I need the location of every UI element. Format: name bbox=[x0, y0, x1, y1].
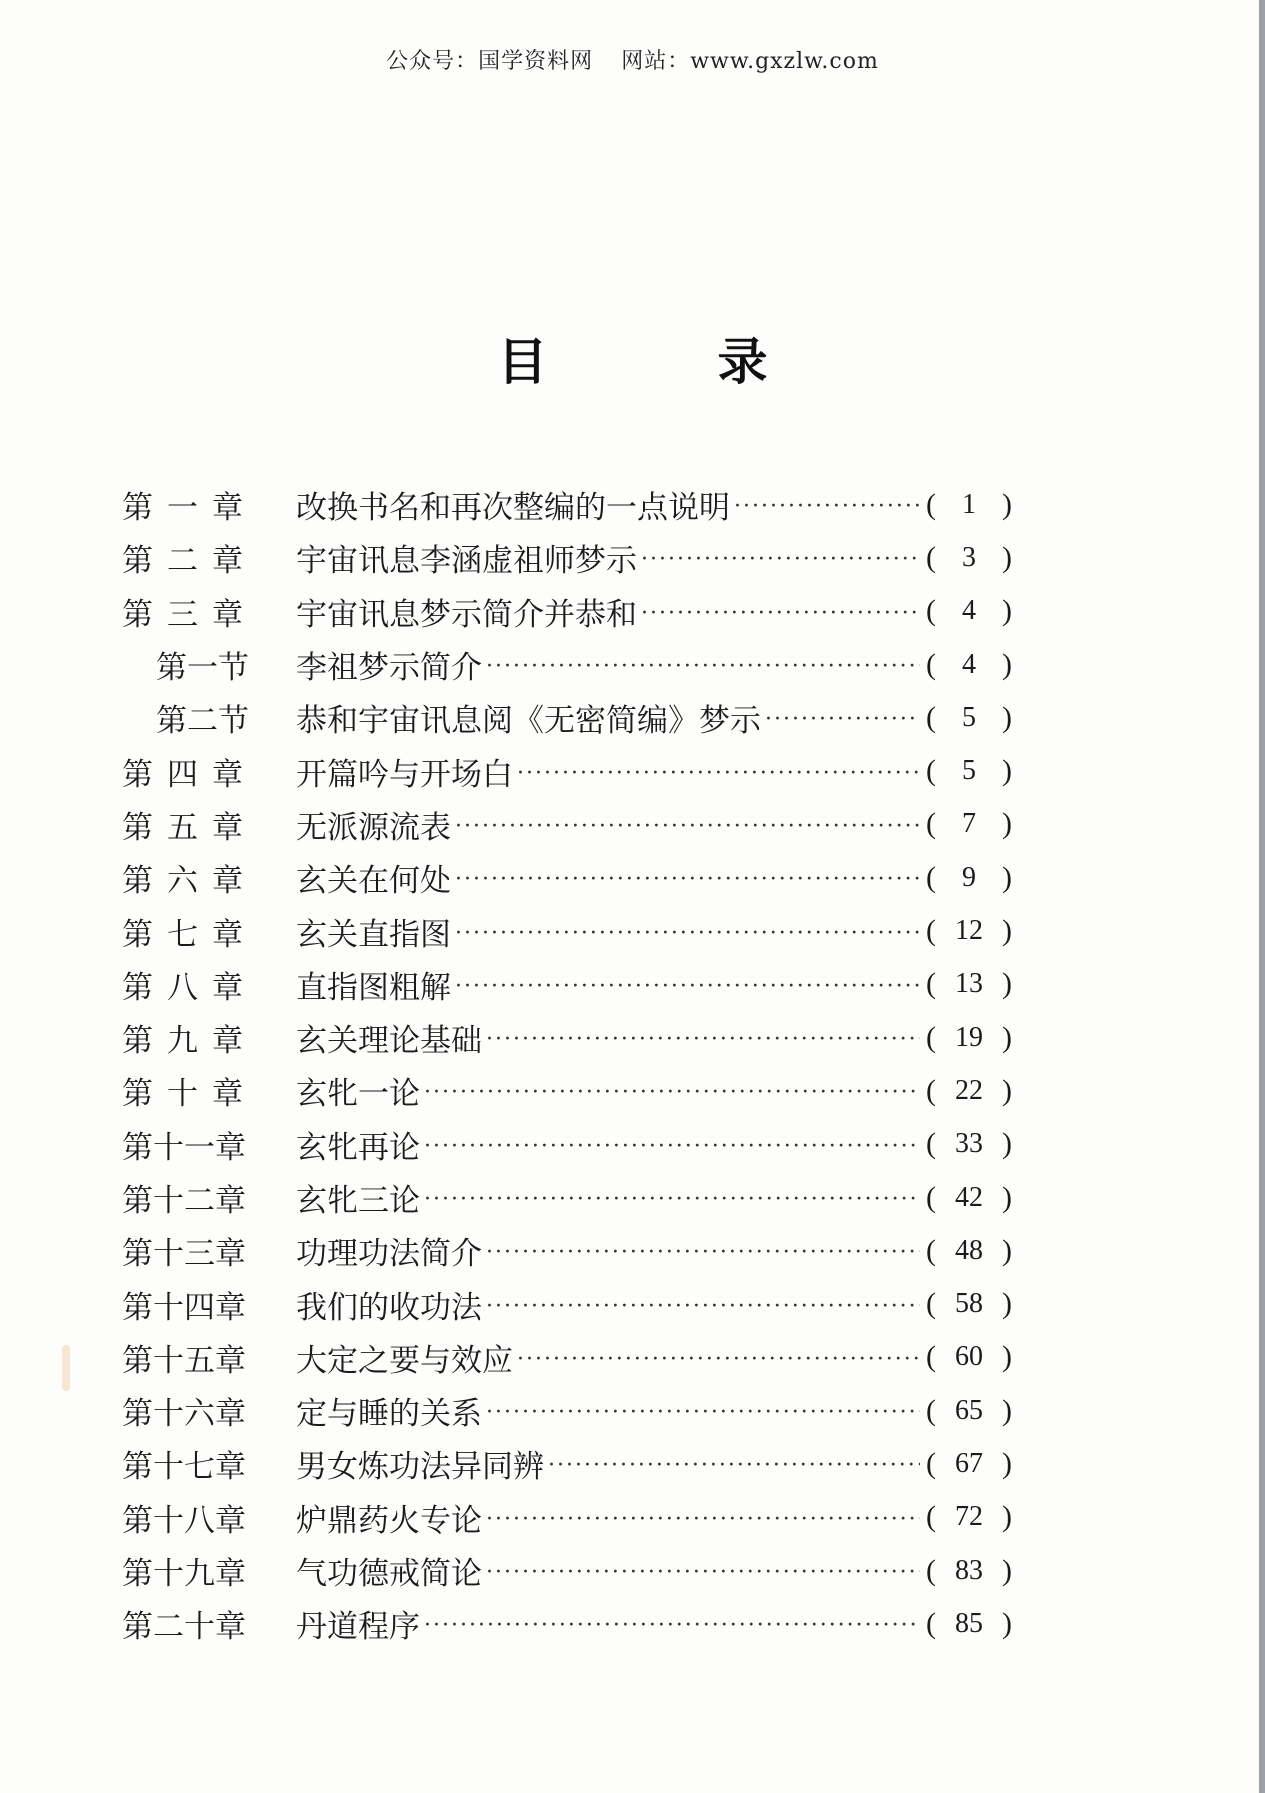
open-paren: ( bbox=[926, 1233, 936, 1267]
toc-entry-page-number: 72 bbox=[955, 1501, 983, 1533]
toc-entry-page-number: 9 bbox=[962, 861, 976, 893]
close-paren: ) bbox=[1002, 1393, 1012, 1427]
toc-entry-page-number: 65 bbox=[955, 1394, 983, 1426]
toc-entry-page-number: 5 bbox=[962, 701, 976, 733]
toc-entry-label: 第一章 bbox=[122, 490, 257, 527]
open-paren: ( bbox=[926, 1446, 936, 1480]
toc-leader-dots bbox=[517, 761, 920, 786]
toc-entry-page bbox=[926, 1340, 1012, 1374]
close-paren: ) bbox=[1002, 1180, 1012, 1214]
toc-entry-page bbox=[926, 1554, 1012, 1588]
title-char-2: 录 bbox=[717, 332, 768, 391]
toc-entry-title: 无派源流表 bbox=[296, 809, 451, 846]
toc-entry-title: 玄关在何处 bbox=[296, 863, 451, 900]
toc-entry-title: 直指图粗解 bbox=[296, 969, 451, 1006]
toc-entry-label: 第三章 bbox=[122, 596, 257, 633]
toc-entry-page bbox=[926, 541, 1012, 575]
open-paren: ( bbox=[926, 860, 936, 894]
toc-leader-dots bbox=[641, 601, 920, 626]
toc-entry bbox=[122, 531, 1012, 584]
close-paren: ) bbox=[1002, 1606, 1012, 1640]
toc-entry-page-number: 33 bbox=[955, 1128, 983, 1160]
toc-entry-label: 第十二章 bbox=[122, 1183, 246, 1219]
toc-entry bbox=[122, 851, 1012, 904]
toc-entry-page bbox=[926, 914, 1012, 948]
toc-leader-dots bbox=[455, 867, 920, 892]
toc-entry bbox=[122, 904, 1012, 957]
toc-leader-dots bbox=[765, 707, 920, 732]
close-paren: ) bbox=[1002, 914, 1012, 948]
open-paren: ( bbox=[926, 700, 936, 734]
toc-leader-dots bbox=[455, 974, 920, 999]
toc-entry-page-number: 42 bbox=[955, 1181, 983, 1213]
close-paren: ) bbox=[1002, 1020, 1012, 1054]
toc-entry-title: 改换书名和再次整编的一点说明 bbox=[296, 490, 730, 527]
toc-entry bbox=[122, 585, 1012, 638]
close-paren: ) bbox=[1002, 700, 1012, 734]
toc-entry-label: 第十三章 bbox=[122, 1236, 246, 1273]
close-paren: ) bbox=[1002, 1287, 1012, 1321]
table-of-contents bbox=[122, 478, 1012, 1651]
page-header bbox=[0, 44, 1265, 75]
toc-entry-page bbox=[926, 754, 1012, 788]
toc-entry-page bbox=[926, 1394, 1012, 1428]
toc-entry-label: 第九章 bbox=[122, 1023, 257, 1060]
toc-entry-label: 第十五章 bbox=[122, 1342, 246, 1379]
toc-leader-dots bbox=[548, 1453, 920, 1478]
toc-entry-page bbox=[926, 594, 1012, 628]
close-paren: ) bbox=[1002, 487, 1012, 521]
toc-entry-page bbox=[926, 1607, 1012, 1641]
toc-entry-page bbox=[926, 1021, 1012, 1055]
close-paren: ) bbox=[1002, 1553, 1012, 1587]
open-paren: ( bbox=[926, 647, 936, 681]
toc-entry bbox=[122, 1544, 1012, 1597]
open-paren: ( bbox=[926, 594, 936, 628]
close-paren: ) bbox=[1002, 967, 1012, 1001]
toc-entry-page-number: 5 bbox=[962, 755, 976, 787]
toc-entry-title: 宇宙讯息梦示简介并恭和 bbox=[296, 596, 637, 633]
open-paren: ( bbox=[926, 1073, 936, 1107]
open-paren: ( bbox=[926, 1340, 936, 1374]
toc-entry-page-number: 4 bbox=[962, 595, 976, 627]
toc-entry bbox=[122, 1597, 1012, 1650]
close-paren: ) bbox=[1002, 1073, 1012, 1107]
open-paren: ( bbox=[926, 1180, 936, 1214]
toc-entry-label: 第五章 bbox=[122, 809, 257, 846]
toc-entry-page bbox=[926, 967, 1012, 1001]
close-paren: ) bbox=[1002, 1340, 1012, 1374]
toc-entry-page bbox=[926, 648, 1012, 682]
toc-entry-page-number: 19 bbox=[955, 1021, 983, 1053]
toc-entry-label: 第十四章 bbox=[122, 1289, 246, 1326]
toc-entry bbox=[122, 478, 1012, 531]
toc-entry-page bbox=[926, 701, 1012, 735]
toc-entry bbox=[122, 1118, 1012, 1171]
toc-entry-page-number: 48 bbox=[955, 1234, 983, 1266]
toc-entry-page-number: 12 bbox=[955, 915, 983, 947]
toc-entry-page-number: 3 bbox=[962, 541, 976, 573]
toc-entry-page bbox=[926, 807, 1012, 841]
toc-entry-page-number: 83 bbox=[955, 1554, 983, 1586]
toc-entry-title: 丹道程序 bbox=[296, 1609, 420, 1646]
toc-leader-dots bbox=[486, 1507, 920, 1532]
close-paren: ) bbox=[1002, 1500, 1012, 1534]
toc-entry-label: 第十章 bbox=[122, 1076, 257, 1113]
close-paren: ) bbox=[1002, 540, 1012, 574]
toc-entry-page bbox=[926, 1181, 1012, 1215]
toc-leader-dots bbox=[517, 1347, 920, 1372]
toc-leader-dots bbox=[486, 1400, 920, 1425]
toc-entry-title: 玄牝一论 bbox=[296, 1076, 420, 1113]
close-paren: ) bbox=[1002, 807, 1012, 841]
open-paren: ( bbox=[926, 807, 936, 841]
close-paren: ) bbox=[1002, 647, 1012, 681]
toc-entry-title: 大定之要与效应 bbox=[296, 1342, 513, 1379]
open-paren: ( bbox=[926, 540, 936, 574]
toc-leader-dots bbox=[641, 547, 920, 572]
close-paren: ) bbox=[1002, 754, 1012, 788]
toc-entry-title: 玄牝三论 bbox=[296, 1183, 420, 1219]
toc-entry bbox=[122, 744, 1012, 797]
toc-leader-dots bbox=[486, 654, 920, 679]
header-wechat: 公众号：国学资料网 bbox=[386, 49, 594, 74]
toc-entry-page-number: 67 bbox=[955, 1447, 983, 1479]
toc-entry bbox=[122, 1331, 1012, 1384]
open-paren: ( bbox=[926, 914, 936, 948]
title-char-1: 目 bbox=[497, 332, 548, 391]
page-title bbox=[0, 322, 1265, 394]
open-paren: ( bbox=[926, 1553, 936, 1587]
toc-entry-title: 男女炼功法异同辨 bbox=[296, 1449, 544, 1486]
toc-leader-dots bbox=[455, 921, 920, 946]
toc-entry-title: 玄牝再论 bbox=[296, 1129, 420, 1166]
toc-entry-label: 第七章 bbox=[122, 916, 257, 953]
toc-entry-page-number: 1 bbox=[962, 488, 976, 520]
toc-entry-title: 定与睡的关系 bbox=[296, 1396, 482, 1433]
toc-leader-dots bbox=[486, 1027, 920, 1052]
toc-entry bbox=[122, 1491, 1012, 1544]
toc-leader-dots bbox=[424, 1187, 920, 1212]
toc-entry bbox=[122, 638, 1012, 691]
toc-leader-dots bbox=[424, 1080, 920, 1105]
toc-entry-title: 开篇吟与开场白 bbox=[296, 756, 513, 793]
scan-edge-mark bbox=[62, 1345, 70, 1391]
toc-entry bbox=[122, 1171, 1012, 1224]
open-paren: ( bbox=[926, 1500, 936, 1534]
toc-entry-label: 第十一章 bbox=[122, 1129, 246, 1166]
toc-entry bbox=[122, 798, 1012, 851]
toc-entry-title: 恭和宇宙讯息阅《无密简编》梦示 bbox=[296, 703, 761, 740]
toc-entry-page bbox=[926, 1127, 1012, 1161]
toc-leader-dots bbox=[486, 1294, 920, 1319]
toc-entry-page bbox=[926, 1500, 1012, 1534]
close-paren: ) bbox=[1002, 860, 1012, 894]
open-paren: ( bbox=[926, 1606, 936, 1640]
toc-leader-dots bbox=[486, 1240, 920, 1265]
toc-entry-page bbox=[926, 1447, 1012, 1481]
toc-entry-label: 第二章 bbox=[122, 543, 257, 580]
toc-entry-page bbox=[926, 1287, 1012, 1321]
toc-entry-page-number: 85 bbox=[955, 1607, 983, 1639]
toc-entry-title: 我们的收功法 bbox=[296, 1289, 482, 1326]
toc-entry bbox=[122, 1384, 1012, 1437]
toc-entry-label: 第十九章 bbox=[122, 1556, 246, 1593]
toc-entry bbox=[122, 691, 1012, 744]
toc-entry-label: 第四章 bbox=[122, 756, 257, 793]
toc-entry-page bbox=[926, 488, 1012, 522]
open-paren: ( bbox=[926, 1393, 936, 1427]
toc-entry bbox=[122, 958, 1012, 1011]
toc-leader-dots bbox=[486, 1560, 920, 1585]
toc-entry-title: 炉鼎药火专论 bbox=[296, 1502, 482, 1539]
toc-leader-dots bbox=[424, 1613, 920, 1638]
toc-entry-label: 第二节 bbox=[156, 703, 249, 740]
close-paren: ) bbox=[1002, 1127, 1012, 1161]
open-paren: ( bbox=[926, 1287, 936, 1321]
toc-entry-title: 玄关直指图 bbox=[296, 916, 451, 953]
close-paren: ) bbox=[1002, 1233, 1012, 1267]
toc-entry-title: 宇宙讯息李涵虚祖师梦示 bbox=[296, 543, 637, 580]
toc-entry bbox=[122, 1277, 1012, 1330]
toc-entry-page-number: 58 bbox=[955, 1288, 983, 1320]
toc-entry-page bbox=[926, 861, 1012, 895]
toc-entry-title: 功理功法简介 bbox=[296, 1236, 482, 1273]
open-paren: ( bbox=[926, 754, 936, 788]
toc-entry-label: 第二十章 bbox=[122, 1609, 246, 1646]
toc-entry bbox=[122, 1437, 1012, 1490]
close-paren: ) bbox=[1002, 1446, 1012, 1480]
toc-entry-title: 气功德戒简论 bbox=[296, 1556, 482, 1593]
toc-leader-dots bbox=[455, 814, 920, 839]
toc-entry-label: 第六章 bbox=[122, 863, 257, 900]
toc-entry-page-number: 7 bbox=[962, 808, 976, 840]
header-website: 网站：www.gxzlw.com bbox=[621, 49, 879, 74]
toc-entry-page-number: 60 bbox=[955, 1341, 983, 1373]
toc-leader-dots bbox=[424, 1134, 920, 1159]
toc-entry-label: 第八章 bbox=[122, 969, 257, 1006]
toc-entry-page-number: 13 bbox=[955, 968, 983, 1000]
toc-entry-label: 第十六章 bbox=[122, 1396, 246, 1433]
toc-entry-title: 李祖梦示简介 bbox=[296, 650, 482, 687]
toc-entry-page bbox=[926, 1074, 1012, 1108]
close-paren: ) bbox=[1002, 594, 1012, 628]
toc-entry-label: 第十八章 bbox=[122, 1502, 246, 1539]
open-paren: ( bbox=[926, 487, 936, 521]
open-paren: ( bbox=[926, 1127, 936, 1161]
toc-leader-dots bbox=[734, 494, 920, 519]
toc-entry-page bbox=[926, 1234, 1012, 1268]
toc-entry bbox=[122, 1011, 1012, 1064]
toc-entry-page-number: 4 bbox=[962, 648, 976, 680]
open-paren: ( bbox=[926, 967, 936, 1001]
toc-entry-label: 第十七章 bbox=[122, 1449, 246, 1486]
toc-entry-page-number: 22 bbox=[955, 1074, 983, 1106]
toc-entry-title: 玄关理论基础 bbox=[296, 1023, 482, 1060]
toc-entry bbox=[122, 1064, 1012, 1117]
toc-entry bbox=[122, 1224, 1012, 1277]
toc-entry-label: 第一节 bbox=[156, 650, 249, 687]
open-paren: ( bbox=[926, 1020, 936, 1054]
